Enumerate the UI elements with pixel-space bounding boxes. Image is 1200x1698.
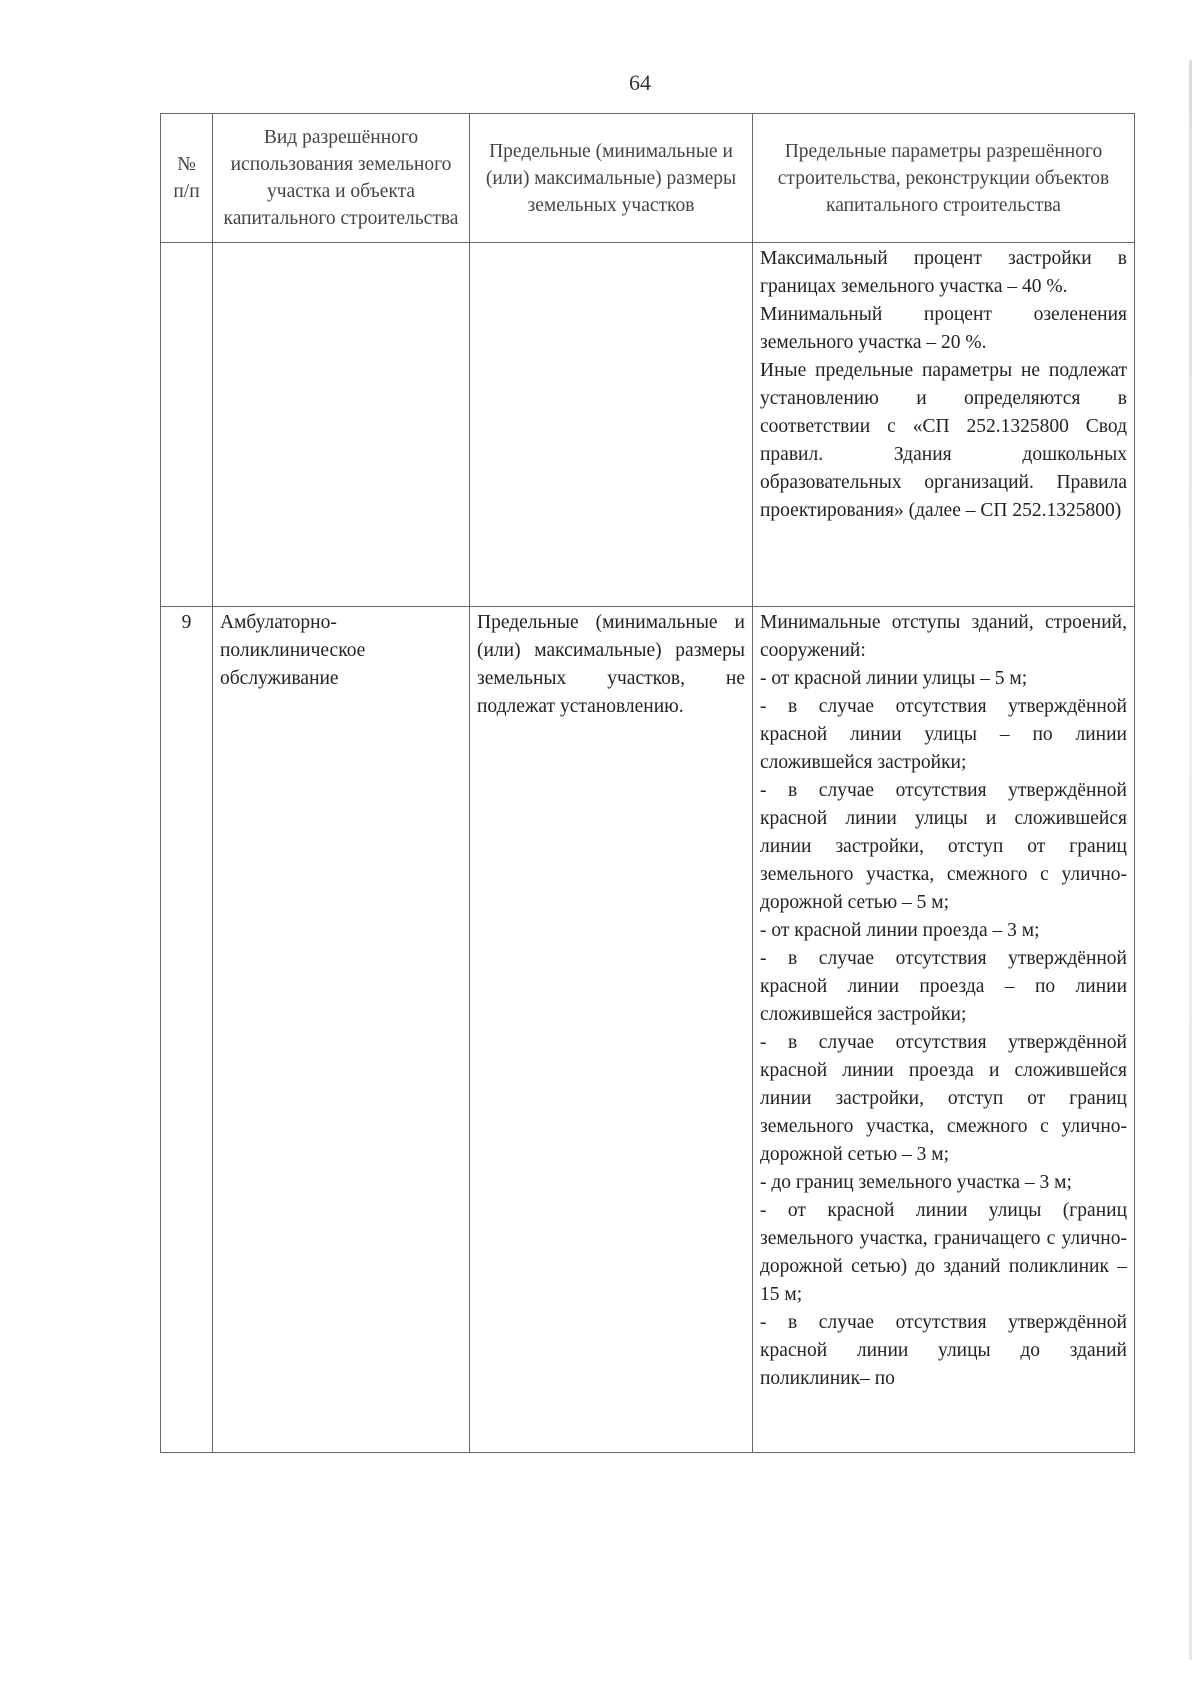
- page-number: 64: [629, 70, 651, 95]
- param-line: - от красной линии проезда – 3 м;: [760, 920, 1040, 941]
- header-build-params: Предельные параметры разрешённого строительства, реконструкции объектов капитального строительства: [753, 114, 1135, 243]
- param-line: Максимальный процент застройки в границах земельного участка – 40 %.: [760, 248, 1127, 297]
- scan-edge: [1189, 60, 1192, 1660]
- param-line: Иные предельные параметры не подлежат установлению и определяются в соответствии с «СП 252.1325800 Свод правил. Здания дошкольных образовательных организаций. Правила проектирования» (далее – СП 252.1325800): [760, 360, 1127, 521]
- param-line: Минимальный процент озеленения земельного участка – 20 %.: [760, 304, 1127, 353]
- cell-use-type: [213, 243, 470, 607]
- table-header-row: [161, 114, 1135, 243]
- cell-build-params: [753, 607, 1135, 1453]
- param-line: - до границ земельного участка – 3 м;: [760, 1172, 1072, 1193]
- cell-number: 9: [161, 607, 213, 1453]
- cell-number: [161, 243, 213, 607]
- param-line: - в случае отсутствия утверждённой красной линии улицы и сложившейся линии застройки, отступ от границ земельного участка, смежного с улично-дорожной сетью – 5 м;: [760, 780, 1127, 913]
- param-line: Минимальные отступы зданий, строений, сооружений:: [760, 612, 1127, 661]
- param-line: - в случае отсутствия утверждённой красной линии проезда и сложившейся линии застройки, отступ от границ земельного участка, смежного с улично-дорожной сетью – 3 м;: [760, 1032, 1127, 1165]
- param-line: - в случае отсутствия утверждённой красной линии улицы до зданий поликлиник– по: [760, 1312, 1127, 1389]
- header-plot-size: Предельные (минимальные и (или) максимальные) размеры земельных участков: [470, 114, 753, 243]
- table-row: [161, 243, 1135, 607]
- param-line: - от красной линии улицы – 5 м;: [760, 668, 1028, 689]
- cell-build-params: [753, 243, 1135, 607]
- cell-use-type: Амбулаторно-поликлиническое обслуживание: [213, 607, 470, 1453]
- param-line: - от красной линии улицы (границ земельного участка, граничащего с улично-дорожной сетью) до зданий поликлиник – 15 м;: [760, 1200, 1127, 1305]
- param-line: - в случае отсутствия утверждённой красной линии проезда – по линии сложившейся застройки;: [760, 948, 1127, 1025]
- param-line: - в случае отсутствия утверждённой красной линии улицы – по линии сложившейся застройки;: [760, 696, 1127, 773]
- cell-plot-size: Предельные (минимальные и (или) максимальные) размеры земельных участков, не подлежат установлению.: [470, 607, 753, 1453]
- regulations-table: [160, 113, 1135, 1453]
- header-number: № п/п: [161, 114, 213, 243]
- header-use-type: Вид разрешённого использования земельного участка и объекта капитального строительства: [213, 114, 470, 243]
- table-row: [161, 607, 1135, 1453]
- cell-plot-size: [470, 243, 753, 607]
